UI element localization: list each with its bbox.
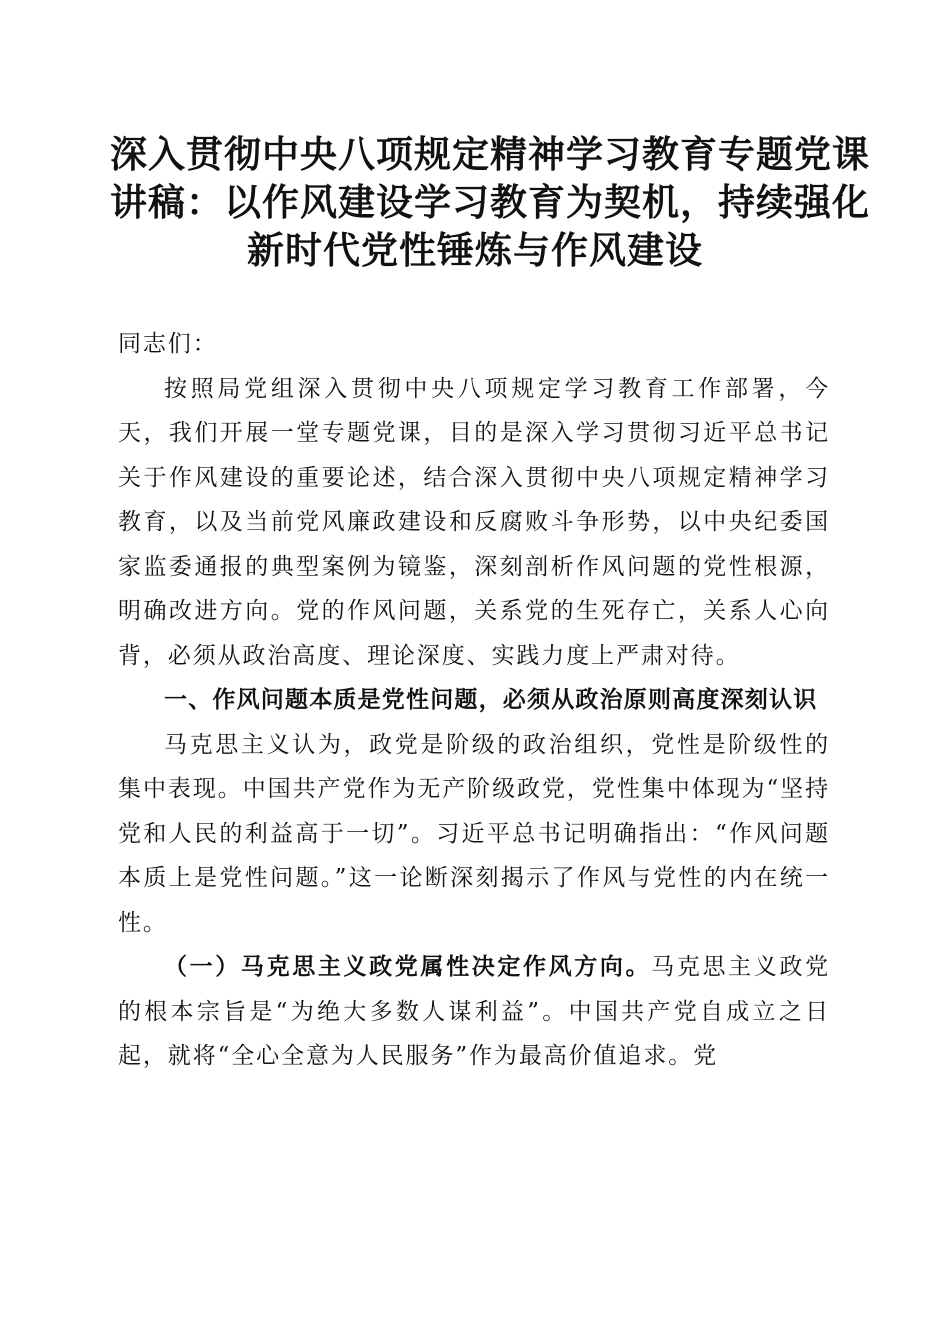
section-1-heading: 一、作风问题本质是党性问题，必须从政治原则高度深刻认识 [164, 687, 818, 713]
salutation: 同志们： [118, 331, 218, 357]
title-line-1: 深入贯彻中央八项规定精神学习教育专题党课 [110, 132, 870, 176]
title-line-3: 新时代党性锤炼与作风建设 [247, 228, 703, 272]
subsection-1-body: 马克思主义政党的根本宗旨是“为绝大多数人谋利益”。中国共产党自成立之日起，就将“全心全意为人民服务”作为最高价值追求。党 [118, 954, 830, 1069]
subsection-1-heading: （一）马克思主义政党属性决定作风方向。 [164, 953, 652, 980]
document-body [118, 322, 830, 1079]
section-1-paragraph: 马克思主义认为，政党是阶级的政治组织，党性是阶级性的集中表现。中国共产党作为无产阶级政党，党性集中体现为“坚持党和人民的利益高于一切”。习近平总书记明确指出：“作风问题本质上是党性问题。”这一论断深刻揭示了作风与党性的内在统一性。 [118, 731, 830, 936]
intro-paragraph: 按照局党组深入贯彻中央八项规定学习教育工作部署，今天，我们开展一堂专题党课，目的是深入学习贯彻习近平总书记关于作风建设的重要论述，结合深入贯彻中央八项规定精神学习教育，以及当前党风廉政建设和反腐败斗争形势，以中央纪委国家监委通报的典型案例为镜鉴，深刻剖析作风问题的党性根源，明确改进方向。党的作风问题，关系党的生死存亡，关系人心向背，必须从政治高度、理论深度、实践力度上严肃对待。 [118, 375, 830, 669]
title-line-2: 讲稿：以作风建设学习教育为契机，持续强化 [110, 180, 870, 224]
subsection-1-paragraph [118, 945, 830, 1079]
document-title [110, 130, 870, 274]
